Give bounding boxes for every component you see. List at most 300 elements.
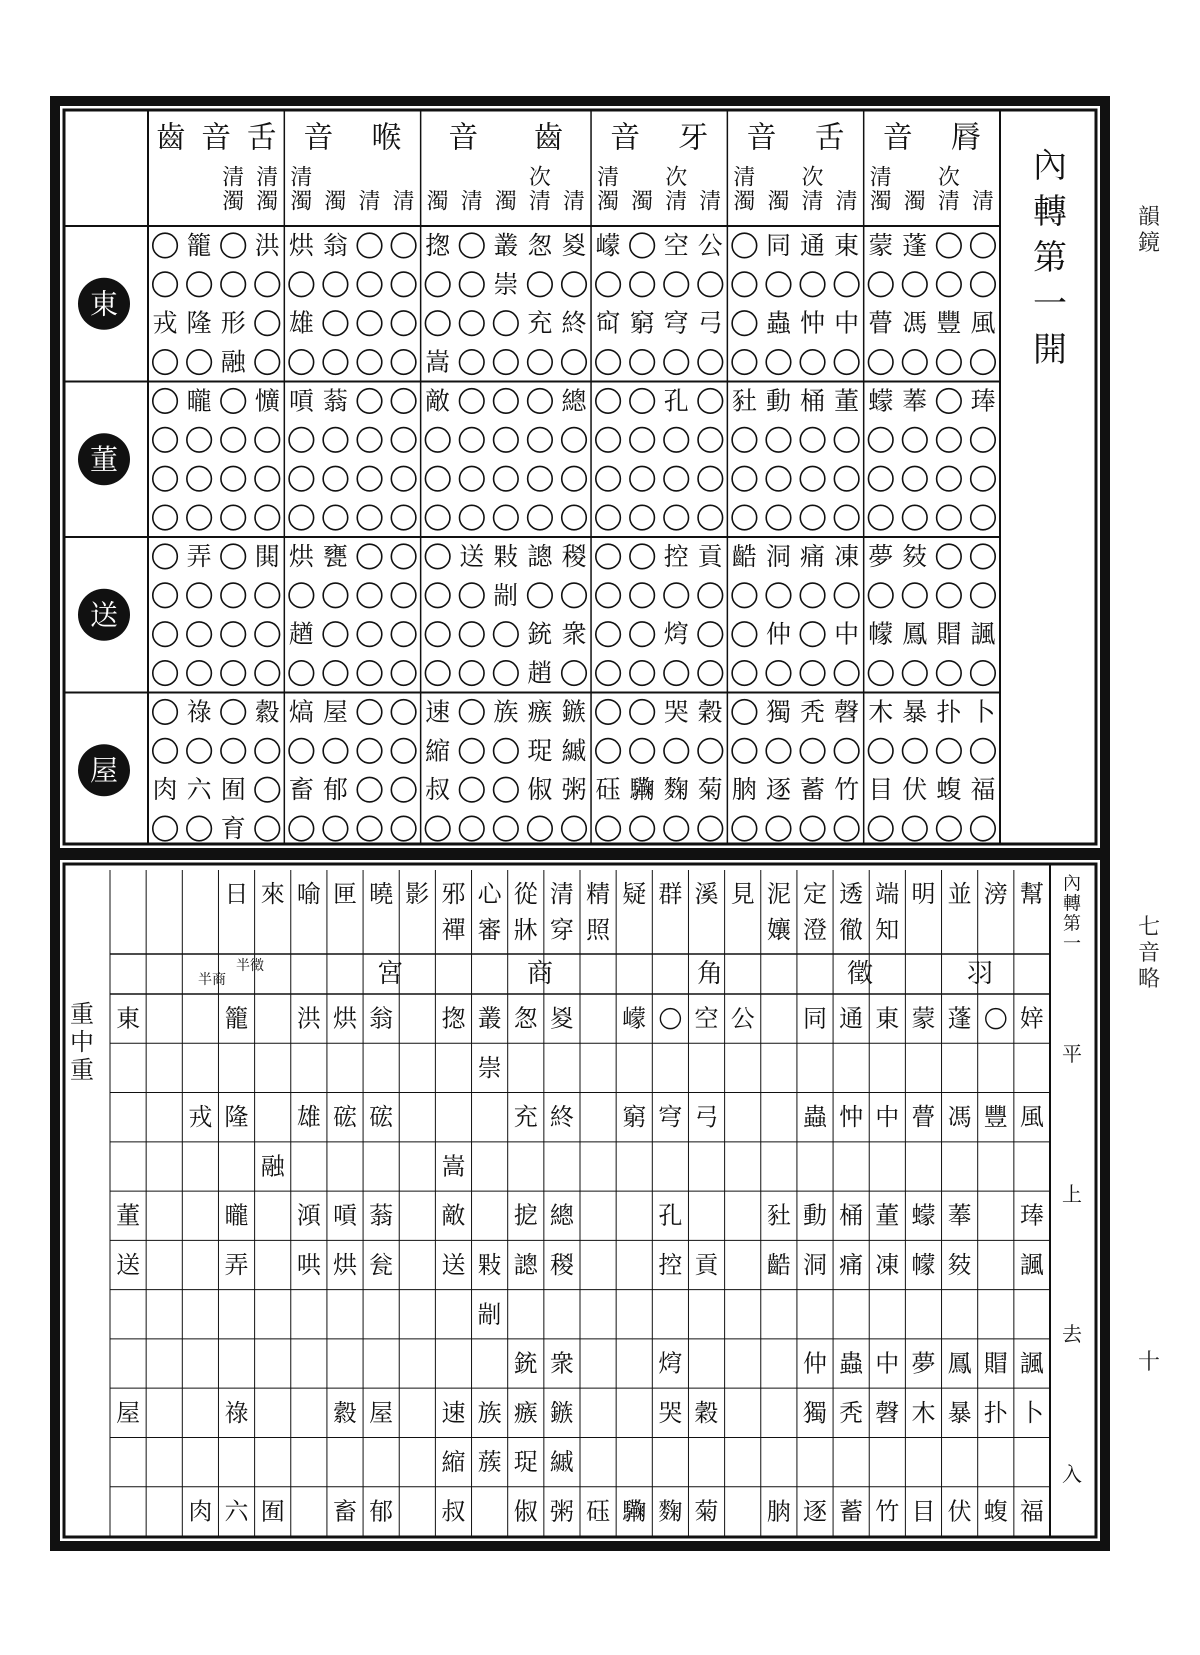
lower-cell-char: 㛙 [1019, 1004, 1044, 1033]
upper-cell-empty [971, 466, 996, 491]
margin-book-title: 韻鏡 [1137, 205, 1160, 256]
upper-cell-empty [289, 661, 314, 686]
upper-cell-empty [596, 505, 621, 530]
upper-group-header: 齒 [533, 120, 564, 156]
upper-cell-empty [732, 661, 757, 686]
upper-cell-char: 蓬 [902, 230, 928, 260]
upper-cell-empty [664, 505, 689, 530]
margin-section-title: 七音略 [1137, 915, 1160, 992]
upper-cell-char: 弓 [697, 308, 723, 338]
upper-cell-char: 形 [220, 308, 246, 338]
upper-cell-empty [391, 622, 416, 647]
upper-cell-empty [868, 505, 893, 530]
upper-cell-empty [630, 233, 655, 258]
lower-music-tone: 角 [696, 959, 724, 989]
upper-cell-char: 俶 [527, 775, 553, 805]
upper-cell-empty [630, 389, 655, 414]
upper-cell-empty [664, 350, 689, 375]
upper-cell-char: 麴 [663, 775, 689, 805]
upper-border [64, 110, 1096, 844]
upper-cell-empty [391, 428, 416, 453]
lower-cell-char: 融 [260, 1152, 285, 1181]
upper-cell-empty [187, 739, 212, 764]
upper-cell-empty [664, 272, 689, 297]
upper-cell-empty [357, 233, 382, 258]
upper-cell-char: 夢 [868, 541, 894, 571]
upper-cell-empty [562, 661, 587, 686]
lower-cell-char: 籠 [224, 1004, 249, 1033]
lower-initial: 日 [224, 880, 249, 908]
lower-cell-char: 賵 [983, 1349, 1008, 1378]
upper-cell-empty [323, 466, 348, 491]
lower-cell-char: 㚇 [549, 1004, 574, 1033]
lower-cell-char: 朒 [766, 1497, 791, 1526]
upper-cell-char: 崇 [493, 269, 519, 299]
upper-cell-char: 穀 [697, 697, 723, 727]
upper-cell-empty [903, 739, 928, 764]
upper-cell-empty [834, 505, 859, 530]
upper-cell-char: 鏃 [561, 697, 587, 727]
upper-cell-char: 東 [834, 230, 860, 260]
upper-column-subheader: 清 [699, 189, 722, 215]
upper-cell-empty [357, 700, 382, 725]
upper-cell-char: 閧 [254, 541, 280, 571]
upper-cell-empty [255, 466, 280, 491]
upper-cell-empty [289, 816, 314, 841]
upper-cell-empty [323, 816, 348, 841]
upper-column-subheader: 次 [528, 165, 551, 191]
upper-cell-empty [971, 350, 996, 375]
upper-cell-char: 銃 [527, 619, 553, 649]
lower-cell-char: 夢 [911, 1349, 936, 1378]
upper-cell-empty [459, 739, 484, 764]
upper-column-subheader: 濁 [222, 189, 245, 215]
upper-cell-empty [937, 466, 962, 491]
lower-initial: 匣 [333, 880, 357, 908]
lower-cell-char: 嗊 [333, 1201, 357, 1230]
upper-cell-char: 痛 [800, 541, 826, 571]
upper-cell-char: 公 [697, 230, 723, 260]
upper-cell-char: 烘 [288, 541, 314, 571]
upper-cell-char: 㩼 [902, 541, 928, 571]
upper-cell-char: 屋 [322, 697, 348, 727]
upper-column-subheader: 清 [528, 189, 551, 215]
lower-cell-char: 瓮 [369, 1251, 394, 1279]
rhyme-label-1: 東 [89, 287, 119, 321]
upper-cell-empty [357, 311, 382, 336]
lower-initial-alt: 照 [586, 916, 611, 944]
upper-cell-char: 剬 [493, 580, 519, 610]
upper-cell-empty [766, 466, 791, 491]
upper-column-subheader: 次 [801, 165, 824, 191]
upper-cell-empty [391, 466, 416, 491]
upper-cell-empty [800, 622, 825, 647]
upper-cell-empty [596, 272, 621, 297]
upper-table-yunjing [60, 106, 1100, 848]
lower-initial-alt: 孃 [766, 916, 791, 944]
upper-cell-char: 趥 [288, 619, 314, 649]
upper-cell-empty [732, 428, 757, 453]
upper-cell-empty [153, 233, 178, 258]
lower-cell-char: 馮 [947, 1103, 972, 1132]
upper-cell-empty [903, 466, 928, 491]
upper-cell-empty [834, 428, 859, 453]
upper-cell-char: 祿 [186, 697, 212, 727]
lower-cell-char: 菊 [694, 1497, 719, 1526]
upper-cell-empty [425, 622, 450, 647]
upper-cell-char: 縬 [561, 736, 587, 766]
upper-cell-char: 蒙 [868, 230, 894, 260]
lower-cell-char: 俶 [513, 1497, 538, 1526]
lower-initial: 曉 [369, 880, 394, 908]
upper-cell-empty [630, 505, 655, 530]
upper-group-header: 音 [610, 120, 641, 156]
lower-cell-char: 砡 [586, 1497, 611, 1526]
upper-cell-empty [698, 661, 723, 686]
upper-cell-empty [357, 739, 382, 764]
upper-cell-char: 郁 [322, 775, 348, 805]
lower-cell-char: 充 [513, 1103, 538, 1132]
upper-cell-char: 驧 [629, 775, 655, 805]
upper-cell-empty [664, 661, 689, 686]
lower-title-char: 第 [1063, 913, 1081, 935]
upper-cell-char: 敵 [425, 386, 451, 416]
lower-initial-alt: 知 [875, 916, 900, 944]
upper-cell-char: 逐 [765, 775, 791, 805]
lower-heavy-light-char: 中 [70, 1028, 94, 1056]
upper-group-header: 音 [882, 120, 913, 156]
upper-cell-char: 中 [834, 619, 860, 649]
upper-cell-empty [459, 777, 484, 802]
upper-cell-empty [459, 311, 484, 336]
upper-cell-char: 桶 [800, 386, 826, 416]
upper-cell-empty [323, 428, 348, 453]
upper-cell-empty [391, 777, 416, 802]
upper-cell-char: 竹 [834, 775, 860, 805]
upper-column-subheader: 清 [222, 165, 245, 191]
upper-cell-empty [800, 583, 825, 608]
upper-cell-empty [630, 466, 655, 491]
rhyme-label-3: 送 [89, 598, 119, 632]
upper-cell-char: 仲 [765, 619, 791, 649]
upper-cell-empty [903, 661, 928, 686]
lower-initial-alt: 牀 [513, 916, 538, 944]
upper-column-subheader: 濁 [597, 189, 620, 215]
upper-cell-empty [937, 233, 962, 258]
upper-cell-char: 幪 [868, 619, 894, 649]
upper-cell-empty [528, 350, 553, 375]
upper-column-subheader: 次 [937, 165, 960, 191]
lower-cell-char: 䶜 [766, 1251, 791, 1279]
upper-cell-empty [153, 661, 178, 686]
lower-cell-char: 珿 [513, 1448, 538, 1477]
upper-cell-empty [187, 466, 212, 491]
lower-cell-char: 幪 [911, 1251, 936, 1279]
upper-cell-char: 趙 [527, 658, 553, 688]
upper-cell-empty [596, 389, 621, 414]
upper-cell-empty [153, 700, 178, 725]
lower-initial-alt: 審 [477, 916, 502, 944]
upper-cell-empty [596, 739, 621, 764]
upper-cell-empty [698, 350, 723, 375]
upper-group-header: 音 [746, 120, 777, 156]
upper-cell-empty [800, 428, 825, 453]
upper-cell-char: 菶 [902, 386, 928, 416]
upper-cell-empty [834, 466, 859, 491]
lower-cell-char: 䝅 [766, 1201, 791, 1230]
upper-cell-empty [391, 816, 416, 841]
upper-cell-empty [528, 583, 553, 608]
upper-cell-empty [800, 816, 825, 841]
upper-column-subheader: 濁 [767, 189, 790, 215]
upper-cell-empty [255, 739, 280, 764]
lower-initial: 邪 [441, 880, 466, 908]
upper-column-subheader: 清 [392, 189, 415, 215]
upper-cell-empty [903, 816, 928, 841]
lower-cell-char: 隆 [224, 1103, 249, 1132]
lower-cell-char: 烘 [333, 1251, 357, 1279]
upper-cell-char: 肉 [152, 775, 178, 805]
upper-cell-char: 速 [425, 697, 451, 727]
upper-cell-empty [153, 816, 178, 841]
lower-title-char: 轉 [1063, 893, 1081, 915]
lower-cell-char: 祿 [224, 1398, 249, 1427]
upper-cell-empty [698, 816, 723, 841]
upper-cell-empty [528, 389, 553, 414]
upper-cell-empty [187, 661, 212, 686]
upper-cell-empty [664, 466, 689, 491]
upper-cell-empty [562, 350, 587, 375]
lower-cell-char: 送 [441, 1251, 466, 1279]
lower-cell-char: 蟲 [839, 1349, 864, 1378]
upper-cell-empty [153, 544, 178, 569]
upper-cell-empty [630, 428, 655, 453]
lower-cell-char: 怱 [513, 1004, 538, 1033]
upper-cell-char: 忡 [800, 308, 826, 338]
upper-cell-empty [459, 428, 484, 453]
upper-cell-char: 戎 [152, 308, 178, 338]
lower-initial: 喻 [296, 880, 321, 908]
upper-cell-empty [562, 428, 587, 453]
upper-column-subheader: 清 [358, 189, 381, 215]
lower-title-char: 一 [1063, 933, 1081, 955]
upper-cell-empty [868, 739, 893, 764]
upper-cell-empty [255, 311, 280, 336]
upper-cell-empty [357, 777, 382, 802]
upper-cell-empty [630, 544, 655, 569]
upper-cell-empty [221, 272, 246, 297]
lower-cell-char: 硡 [333, 1103, 357, 1132]
lower-cell-char: 蠓 [911, 1201, 936, 1230]
lower-cell-char: 曨 [224, 1201, 249, 1230]
upper-cell-empty [425, 544, 450, 569]
upper-cell-char: 目 [868, 775, 894, 805]
upper-cell-empty [357, 350, 382, 375]
upper-cell-char: 豐 [936, 308, 962, 338]
upper-cell-empty [153, 466, 178, 491]
lower-table-qiyinlue [60, 860, 1100, 1541]
upper-cell-char: 充 [527, 308, 553, 338]
lower-cell-char: 蔟 [477, 1448, 502, 1477]
lower-cell-char: 洪 [296, 1004, 321, 1033]
lower-cell-char: 剬 [477, 1300, 502, 1329]
lower-cell-char: 鏃 [549, 1398, 574, 1427]
upper-cell-empty [971, 505, 996, 530]
upper-cell-char: 窮 [629, 308, 655, 338]
upper-cell-empty [187, 583, 212, 608]
upper-cell-empty [391, 700, 416, 725]
lower-initial: 並 [947, 880, 972, 908]
lower-tone-label: 上 [1062, 1182, 1082, 1206]
upper-column-subheader: 清 [460, 189, 483, 215]
upper-title-char: 內 [1033, 146, 1067, 186]
upper-column-subheader: 清 [835, 189, 858, 215]
upper-column-subheader: 濁 [426, 189, 449, 215]
upper-cell-empty [221, 700, 246, 725]
upper-cell-char: 曨 [186, 386, 212, 416]
upper-cell-empty [494, 311, 519, 336]
upper-cell-empty [766, 583, 791, 608]
lower-cell-char: 福 [1019, 1497, 1044, 1526]
upper-cell-char: 嗊 [288, 386, 314, 416]
lower-tone-label: 去 [1062, 1322, 1082, 1346]
upper-cell-empty [630, 583, 655, 608]
upper-cell-empty [391, 583, 416, 608]
lower-table-grid [60, 860, 1100, 1541]
upper-cell-char: 鳳 [902, 619, 928, 649]
upper-cell-empty [596, 700, 621, 725]
upper-cell-empty [425, 505, 450, 530]
lower-initial: 群 [658, 880, 683, 908]
upper-cell-empty [357, 428, 382, 453]
lower-cell-char: 蓄 [839, 1497, 864, 1526]
lower-initial-alt: 穿 [549, 916, 574, 944]
lower-cell-char: 董 [875, 1201, 900, 1230]
upper-cell-char: 琫 [970, 386, 996, 416]
upper-cell-empty [357, 816, 382, 841]
upper-cell-char: 同 [765, 230, 791, 260]
upper-cell-empty [562, 505, 587, 530]
upper-cell-char: 怱 [527, 230, 553, 260]
upper-cell-char: 縮 [425, 736, 451, 766]
upper-cell-char: 風 [970, 308, 996, 338]
lower-cell-char: 郁 [369, 1497, 394, 1526]
upper-cell-empty [459, 389, 484, 414]
upper-cell-empty [971, 233, 996, 258]
lower-cell-char: 屋 [369, 1398, 394, 1427]
upper-cell-char: 福 [970, 775, 996, 805]
lower-cell-char: 畜 [333, 1497, 357, 1526]
upper-cell-empty [630, 739, 655, 764]
upper-cell-char: 叔 [425, 775, 451, 805]
upper-cell-char: 隆 [186, 308, 212, 338]
upper-cell-empty [221, 739, 246, 764]
upper-cell-char: 秃 [800, 697, 826, 727]
upper-cell-empty [391, 739, 416, 764]
upper-cell-empty [153, 583, 178, 608]
lower-cell-char: 嵩 [441, 1152, 466, 1181]
upper-column-subheader: 清 [733, 165, 756, 191]
upper-cell-char: 蠓 [868, 386, 894, 416]
upper-cell-empty [187, 505, 212, 530]
lower-cell-char: 蓬 [947, 1004, 972, 1033]
upper-cell-char: 洪 [254, 230, 280, 260]
upper-cell-empty [766, 350, 791, 375]
upper-cell-empty [494, 505, 519, 530]
upper-cell-empty [289, 583, 314, 608]
upper-column-subheader: 濁 [733, 189, 756, 215]
upper-cell-char: 嵩 [425, 347, 451, 377]
upper-cell-empty [766, 739, 791, 764]
upper-cell-char: 賵 [936, 619, 962, 649]
upper-cell-empty [903, 583, 928, 608]
lower-cell-char: 敵 [441, 1201, 466, 1230]
upper-cell-empty [766, 661, 791, 686]
upper-cell-char: 敤 [493, 541, 519, 571]
upper-cell-empty [357, 272, 382, 297]
lower-cell-empty [660, 1009, 680, 1029]
upper-cell-empty [664, 428, 689, 453]
lower-cell-char: 痛 [839, 1251, 864, 1279]
upper-cell-empty [357, 583, 382, 608]
lower-cell-char: 縠 [333, 1398, 357, 1427]
upper-cell-empty [459, 272, 484, 297]
lower-cell-char: 肉 [188, 1497, 213, 1526]
lower-cell-char: 動 [803, 1201, 827, 1230]
upper-cell-empty [221, 428, 246, 453]
upper-column-subheader: 清 [971, 189, 994, 215]
upper-cell-empty [868, 272, 893, 297]
upper-cell-char: 衆 [561, 619, 587, 649]
upper-cell-empty [698, 466, 723, 491]
lower-cell-char: 屋 [116, 1398, 141, 1427]
upper-cell-char: 中 [834, 308, 860, 338]
upper-cell-char: 籠 [186, 230, 212, 260]
upper-cell-empty [255, 428, 280, 453]
upper-cell-empty [289, 505, 314, 530]
upper-cell-empty [289, 350, 314, 375]
upper-cell-char: 獨 [765, 697, 791, 727]
lower-music-tone-small: 半商 [198, 972, 226, 988]
lower-cell-char: 烘 [333, 1004, 357, 1033]
upper-cell-empty [153, 389, 178, 414]
upper-cell-empty [596, 583, 621, 608]
upper-cell-empty [391, 311, 416, 336]
upper-cell-empty [698, 583, 723, 608]
upper-cell-char: 凍 [834, 541, 860, 571]
lower-cell-char: 送 [116, 1251, 141, 1279]
upper-cell-char: 懭 [254, 386, 280, 416]
upper-cell-empty [596, 661, 621, 686]
lower-initial: 清 [549, 880, 574, 908]
upper-column-subheader: 清 [801, 189, 824, 215]
upper-cell-empty [323, 350, 348, 375]
upper-cell-empty [562, 816, 587, 841]
upper-cell-char: 扑 [936, 697, 962, 727]
upper-cell-empty [937, 272, 962, 297]
upper-cell-empty [459, 700, 484, 725]
upper-cell-char: 畜 [288, 775, 314, 805]
upper-cell-char: 穹 [663, 308, 689, 338]
upper-title-char: 一 [1033, 284, 1067, 324]
upper-cell-char: 六 [186, 775, 212, 805]
upper-cell-empty [596, 466, 621, 491]
upper-column-subheader: 清 [290, 165, 313, 191]
lower-cell-char: 鳳 [947, 1349, 972, 1378]
upper-cell-empty [937, 583, 962, 608]
upper-cell-empty [494, 466, 519, 491]
upper-cell-char: 謥 [527, 541, 553, 571]
